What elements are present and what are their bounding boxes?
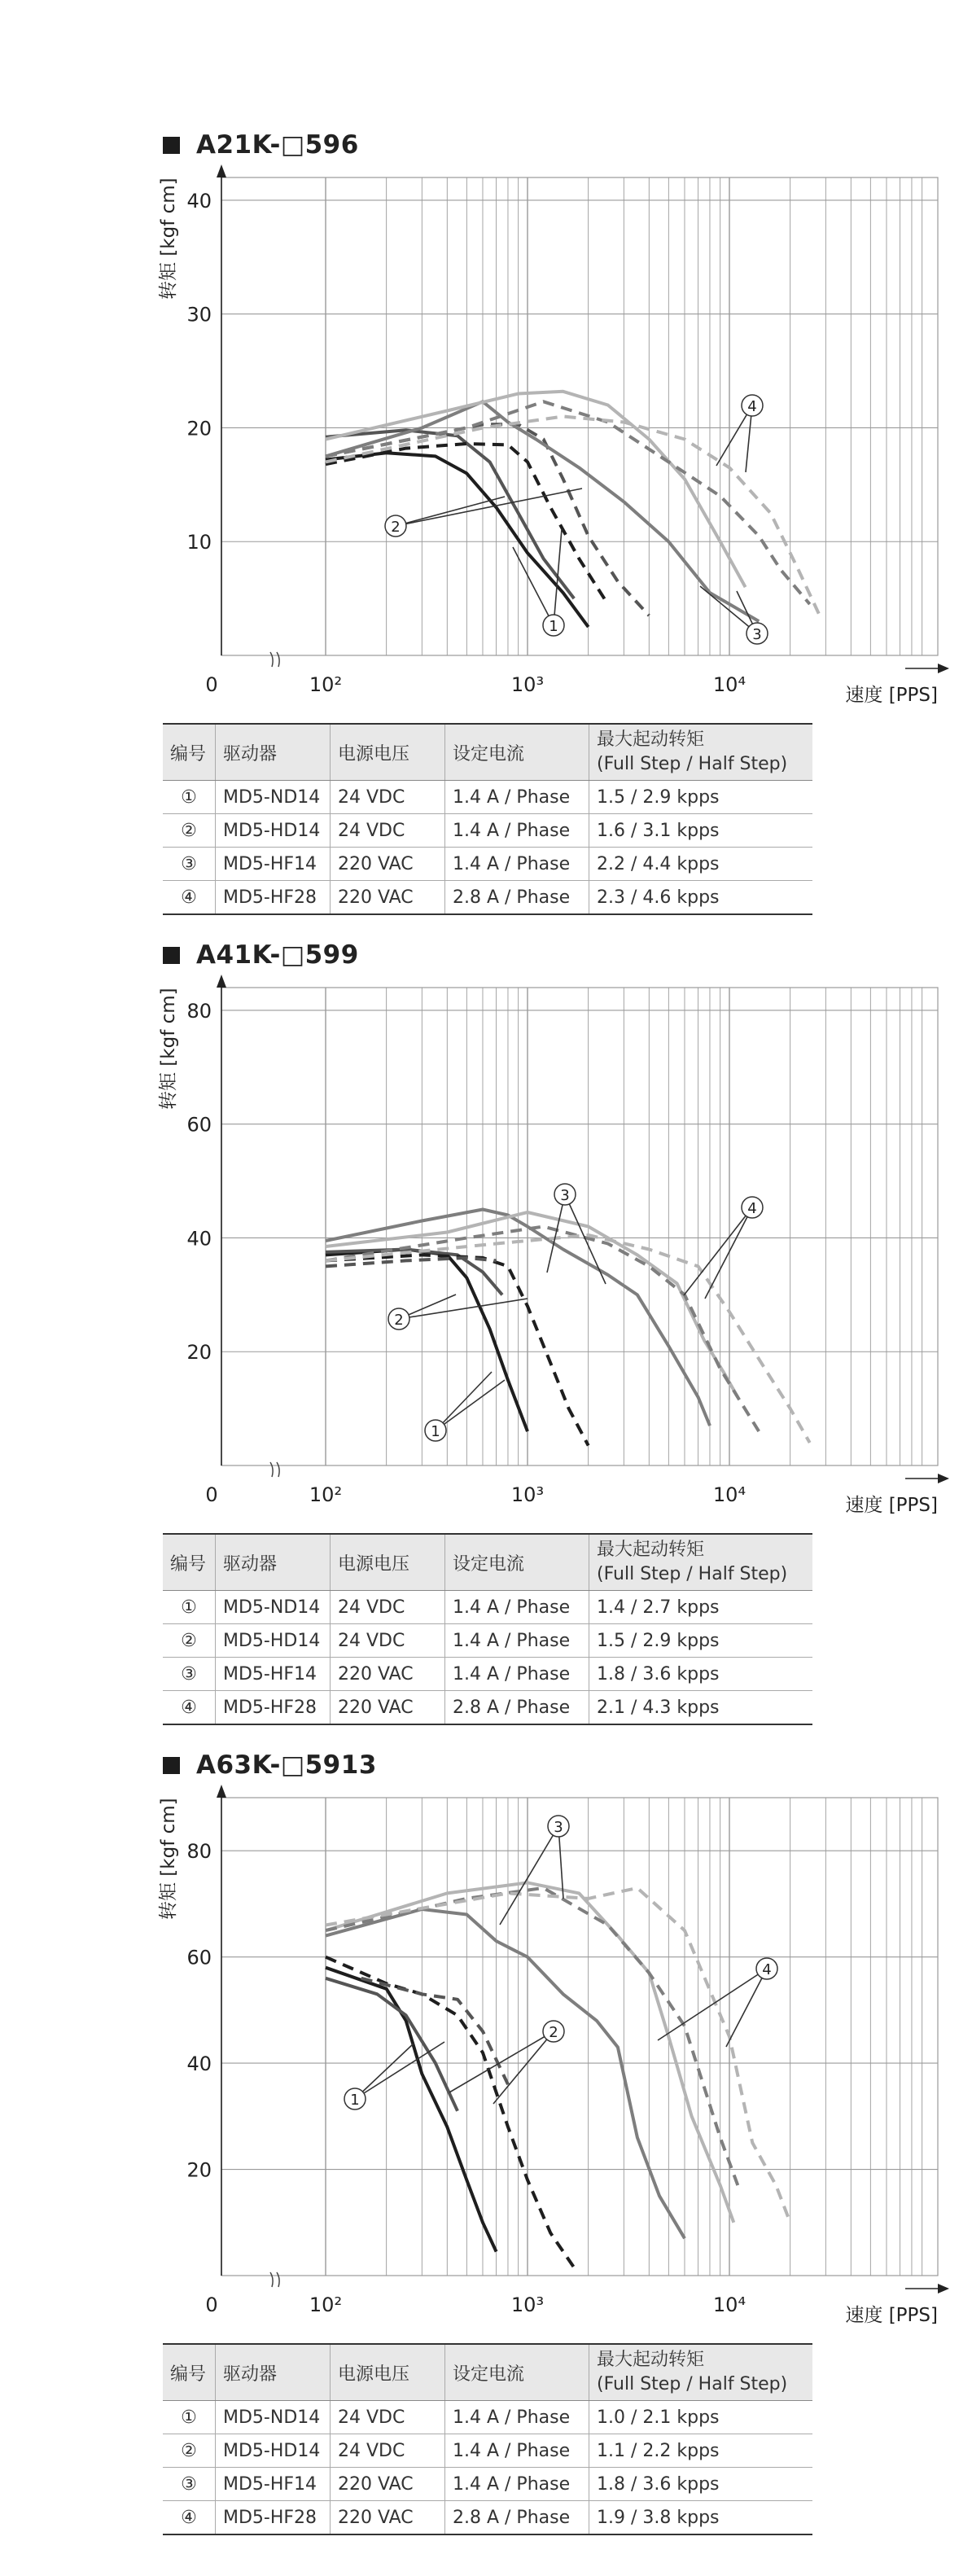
table-header-row <box>163 724 812 781</box>
plot-frame <box>221 177 938 655</box>
annotation-pointer <box>493 2031 554 2104</box>
y-tick-label: 10 <box>186 531 212 554</box>
annotation-label: 2 <box>391 519 401 536</box>
cell-no: ④ <box>163 881 216 915</box>
cell-max-start: 2.1 / 4.3 kpps <box>589 1691 813 1725</box>
annotation-pointer <box>500 1826 558 1925</box>
col-header-max-start: 最大起动转矩 (Full Step / Half Step) <box>589 1534 813 1591</box>
table-header-row <box>163 1534 812 1591</box>
cell-driver: MD5-HF28 <box>216 2501 331 2535</box>
spec-table <box>163 2343 812 2535</box>
col-header-current: 设定电流 <box>445 1534 589 1591</box>
cell-max-start: 1.4 / 2.7 kpps <box>589 1591 813 1624</box>
cell-max-start: 1.5 / 2.9 kpps <box>589 781 813 814</box>
annotation-pointer <box>547 1194 565 1273</box>
x-tick-label: 10³ <box>510 1483 545 1506</box>
series-curve <box>326 1968 497 2252</box>
y-tick-label: 80 <box>186 999 212 1023</box>
table-row <box>163 2501 812 2535</box>
annotation-pointer <box>449 2031 554 2092</box>
col-header-no: 编号 <box>163 724 216 781</box>
cell-max-start: 1.6 / 3.1 kpps <box>589 814 813 848</box>
x-axis-arrow-icon <box>938 664 949 673</box>
col-header-voltage: 电源电压 <box>331 2344 445 2401</box>
annotation-label: 4 <box>747 398 757 415</box>
cell-current: 1.4 A / Phase <box>445 2434 589 2468</box>
series-curve <box>326 1882 733 2222</box>
table-header-row <box>163 2344 812 2401</box>
section-a41k <box>0 810 972 1718</box>
cell-max-start: 2.2 / 4.4 kpps <box>589 848 813 881</box>
x-tick-label: 0 <box>205 673 218 696</box>
y-tick-label: 60 <box>186 1113 212 1137</box>
torque-speed-chart <box>0 810 972 1527</box>
cell-driver: MD5-ND14 <box>216 1591 331 1624</box>
annotation-pointer <box>554 529 562 625</box>
cell-driver: MD5-ND14 <box>216 781 331 814</box>
annotation-label: 3 <box>560 1187 570 1204</box>
series-curve <box>326 1255 589 1445</box>
plot-frame <box>221 1798 938 2276</box>
cell-no: ① <box>163 781 216 814</box>
y-tick-label: 40 <box>186 2052 212 2076</box>
y-tick-label: 60 <box>186 1946 212 1969</box>
annotation-pointer <box>396 497 505 526</box>
col-header-voltage: 电源电压 <box>331 1534 445 1591</box>
cell-current: 1.4 A / Phase <box>445 848 589 881</box>
y-tick-label: 20 <box>186 1341 212 1365</box>
x-tick-label: 10⁴ <box>712 1483 747 1506</box>
x-axis-label: 速度 [PPS] <box>845 1495 938 1516</box>
cell-driver: MD5-HF14 <box>216 848 331 881</box>
col-header-max-start: 最大起动转矩 (Full Step / Half Step) <box>589 724 813 781</box>
annotation-pointer <box>565 1194 606 1284</box>
cell-driver: MD5-HF28 <box>216 1691 331 1725</box>
x-axis-arrow-icon <box>938 2284 949 2293</box>
cell-current: 2.8 A / Phase <box>445 1691 589 1725</box>
cell-no: ③ <box>163 1658 216 1691</box>
section-title-text: A63K-□5913 <box>196 1750 377 1780</box>
torque-speed-chart <box>0 1620 972 2337</box>
cell-driver: MD5-HF14 <box>216 1658 331 1691</box>
x-axis-label: 速度 [PPS] <box>845 685 938 706</box>
cell-current: 1.4 A / Phase <box>445 1624 589 1658</box>
col-header-driver: 驱动器 <box>216 2344 331 2401</box>
y-tick-label: 20 <box>186 2158 212 2182</box>
annotation-pointer <box>436 1380 505 1430</box>
y-axis-arrow-icon <box>217 1785 226 1798</box>
cell-current: 2.8 A / Phase <box>445 881 589 915</box>
table-row <box>163 2401 812 2434</box>
annotation-pointer <box>396 488 582 526</box>
series-curve <box>326 1888 738 2185</box>
y-tick-label: 20 <box>186 417 212 440</box>
cell-current: 1.4 A / Phase <box>445 2468 589 2501</box>
cell-max-start: 1.0 / 2.1 kpps <box>589 2401 813 2434</box>
y-tick-label: 40 <box>186 189 212 212</box>
cell-current: 2.8 A / Phase <box>445 2501 589 2535</box>
cell-current: 1.4 A / Phase <box>445 781 589 814</box>
cell-no: ③ <box>163 848 216 881</box>
torque-speed-chart <box>0 0 972 716</box>
cell-voltage: 220 VAC <box>331 2468 445 2501</box>
cell-driver: MD5-ND14 <box>216 2401 331 2434</box>
cell-driver: MD5-HD14 <box>216 1624 331 1658</box>
x-tick-label: 10³ <box>510 673 545 696</box>
axis-break-icon <box>270 1462 279 1477</box>
y-axis-label: 转矩 [kgf cm] <box>158 988 179 1110</box>
y-tick-label: 30 <box>186 303 212 326</box>
x-tick-label: 10⁴ <box>712 673 747 696</box>
col-header-current: 设定电流 <box>445 724 589 781</box>
cell-max-start: 1.9 / 3.8 kpps <box>589 2501 813 2535</box>
table-row <box>163 1591 812 1624</box>
x-axis-label: 速度 [PPS] <box>845 2305 938 2326</box>
cell-driver: MD5-HF28 <box>216 881 331 915</box>
x-tick-label: 10² <box>309 673 343 696</box>
col-header-voltage: 电源电压 <box>331 724 445 781</box>
cell-voltage: 24 VDC <box>331 2434 445 2468</box>
annotation-pointer <box>355 2044 414 2099</box>
cell-voltage: 220 VAC <box>331 848 445 881</box>
annotation-label: 1 <box>431 1423 440 1440</box>
cell-no: ② <box>163 1624 216 1658</box>
grid <box>221 177 938 655</box>
section-a21k <box>0 0 972 908</box>
cell-no: ① <box>163 1591 216 1624</box>
cell-voltage: 220 VAC <box>331 2501 445 2535</box>
annotation-pointer <box>684 1207 752 1295</box>
y-axis-arrow-icon <box>217 975 226 988</box>
series-curve <box>326 1250 528 1432</box>
series-curve <box>361 1978 508 2084</box>
x-tick-label: 10² <box>309 1483 343 1506</box>
annotation-label: 1 <box>549 618 558 635</box>
cell-max-start: 2.3 / 4.6 kpps <box>589 881 813 915</box>
cell-no: ③ <box>163 2468 216 2501</box>
annotation-pointer <box>705 1207 752 1299</box>
col-header-driver: 驱动器 <box>216 724 331 781</box>
axis-break-icon <box>270 652 279 667</box>
cell-current: 1.4 A / Phase <box>445 2401 589 2434</box>
annotation-label: 2 <box>549 2024 558 2041</box>
cell-voltage: 220 VAC <box>331 1691 445 1725</box>
annotation-label: 3 <box>752 626 762 643</box>
annotation-pointer <box>436 1372 492 1430</box>
cell-voltage: 220 VAC <box>331 881 445 915</box>
x-tick-label: 10³ <box>510 2293 545 2316</box>
table-row <box>163 2434 812 2468</box>
annotation-label: 4 <box>762 1961 772 1978</box>
axis-break-icon <box>270 2272 279 2287</box>
table-row <box>163 2468 812 2501</box>
y-axis-arrow-icon <box>217 164 226 177</box>
y-tick-label: 40 <box>186 1227 212 1251</box>
x-tick-label: 0 <box>205 1483 218 1506</box>
cell-voltage: 24 VDC <box>331 781 445 814</box>
annotation-label: 1 <box>350 2092 360 2109</box>
series-curve <box>326 401 759 621</box>
cell-driver: MD5-HD14 <box>216 814 331 848</box>
cell-max-start: 1.8 / 3.6 kpps <box>589 1658 813 1691</box>
cell-max-start: 1.1 / 2.2 kpps <box>589 2434 813 2468</box>
cell-max-start: 1.5 / 2.9 kpps <box>589 1624 813 1658</box>
cell-no: ④ <box>163 1691 216 1725</box>
series-curve <box>326 1235 810 1443</box>
cell-no: ④ <box>163 2501 216 2535</box>
cell-current: 1.4 A / Phase <box>445 1591 589 1624</box>
cell-voltage: 24 VDC <box>331 1624 445 1658</box>
annotation-label: 2 <box>394 1312 404 1329</box>
cell-voltage: 24 VDC <box>331 1591 445 1624</box>
series-curve <box>326 453 589 627</box>
section-a63k <box>0 1620 972 2528</box>
annotation-label: 4 <box>747 1200 757 1217</box>
table-row <box>163 781 812 814</box>
annotation-pointer <box>658 1969 767 2040</box>
col-header-no: 编号 <box>163 1534 216 1591</box>
x-tick-label: 10² <box>309 2293 343 2316</box>
cell-voltage: 24 VDC <box>331 2401 445 2434</box>
cell-no: ② <box>163 2434 216 2468</box>
cell-driver: MD5-HF14 <box>216 2468 331 2501</box>
cell-voltage: 220 VAC <box>331 1658 445 1691</box>
y-axis-label: 转矩 [kgf cm] <box>158 177 179 300</box>
col-header-no: 编号 <box>163 2344 216 2401</box>
cell-current: 1.4 A / Phase <box>445 1658 589 1691</box>
series-curve <box>326 1909 685 2238</box>
col-header-current: 设定电流 <box>445 2344 589 2401</box>
x-tick-label: 10⁴ <box>712 2293 747 2316</box>
cell-no: ② <box>163 814 216 848</box>
col-header-driver: 驱动器 <box>216 1534 331 1591</box>
y-axis-label: 转矩 [kgf cm] <box>158 1798 179 1920</box>
col-header-max-start: 最大起动转矩 (Full Step / Half Step) <box>589 2344 813 2401</box>
x-axis-arrow-icon <box>938 1474 949 1483</box>
section-title-text: A41K-□599 <box>196 940 359 970</box>
series-curve <box>326 1957 574 2268</box>
x-tick-label: 0 <box>205 2293 218 2316</box>
cell-no: ① <box>163 2401 216 2434</box>
cell-driver: MD5-HD14 <box>216 2434 331 2468</box>
cell-current: 1.4 A / Phase <box>445 814 589 848</box>
y-tick-label: 80 <box>186 1840 212 1864</box>
annotation-pointer <box>726 1969 767 2047</box>
section-title-text: A21K-□596 <box>196 130 359 160</box>
grid <box>221 1798 938 2276</box>
cell-max-start: 1.8 / 3.6 kpps <box>589 2468 813 2501</box>
annotation-label: 3 <box>554 1819 563 1836</box>
cell-voltage: 24 VDC <box>331 814 445 848</box>
